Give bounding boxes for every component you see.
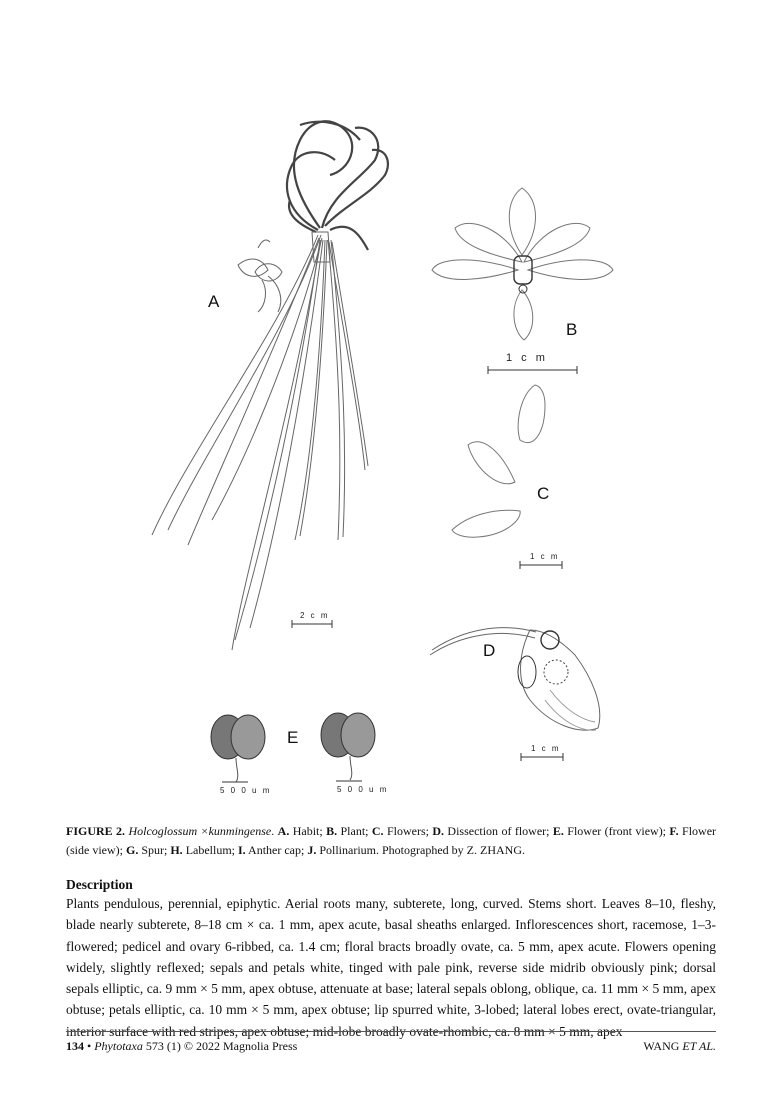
footer-right bbox=[643, 1039, 716, 1054]
scale-bar-c bbox=[520, 561, 562, 569]
scale-label-a: 2 c m bbox=[300, 611, 330, 620]
description-paragraph: Plants pendulous, perennial, epiphytic. Aerial roots many, subterete, long, curved. Stems short. Leaves 8–10, fleshy, blade nearly subterete, 8–18 cm × ca. 1 mm, apex acute, basal sheaths enlarged. Inflorescences short, racemose, 1–3-flowered; pedicel and ovary 6-ribbed, ca. 1.4 cm; floral bracts broadly ovate, ca. 5 mm, apex acute. Flowers opening widely, slightly reflexed; sepals and petals white, tinged with pale pink, reverse side midrib obviously pink; dorsal sepals elliptic, ca. 9 mm × 5 mm, apex obtuse, attenuate at base; lateral sepals oblong, oblique, ca. 11 mm × 5 mm, apex obtuse; petals elliptic, ca. 10 mm × 5 mm, apex obtuse; lip spurred white, 3-lobed; lateral lobes erect, ovate-triangular, interior surface with red stripes, apex obtuse; mid-lobe broadly ovate-rhombic, ca. 8 mm × 5 mm, apex bbox=[66, 896, 716, 1039]
caption-key-e: E. bbox=[552, 824, 564, 838]
caption-text-j: Pollinarium. Photographed by Z. ZHANG. bbox=[316, 843, 525, 857]
caption-text-a: Habit; bbox=[289, 824, 327, 838]
leaves-drawing bbox=[152, 235, 368, 650]
aerial-roots-drawing bbox=[287, 121, 388, 250]
caption-label: FIGURE 2. bbox=[66, 824, 126, 838]
panel-letter-e: E bbox=[287, 728, 299, 747]
caption-text-b: Plant; bbox=[337, 824, 372, 838]
scale-label-e-right: 5 0 0 u m bbox=[337, 785, 389, 794]
running-authors: WANG bbox=[643, 1039, 680, 1053]
scale-bar-d bbox=[521, 753, 563, 761]
caption-text-e: Flower (front view); bbox=[563, 824, 670, 838]
scale-label-e-left: 5 0 0 u m bbox=[220, 786, 272, 795]
caption-key-f: F. bbox=[669, 824, 679, 838]
running-et-al: ET AL. bbox=[682, 1039, 716, 1053]
caption-key-g: G. bbox=[125, 843, 139, 857]
page-footer bbox=[66, 1039, 716, 1054]
scale-label-c: 1 c m bbox=[530, 552, 560, 561]
scale-label-d: 1 c m bbox=[531, 744, 561, 753]
journal-name: Phytotaxa bbox=[94, 1039, 143, 1053]
caption-text-h: Labellum; bbox=[182, 843, 239, 857]
caption-key-d: D. bbox=[432, 824, 445, 838]
footer-left bbox=[66, 1039, 297, 1054]
figure-caption: FIGURE 2. Holcoglossum ×kunmingense. A. Habit; B. Plant; C. Flowers; D. Dissection of flower; E. Flower (front view); F. Flower (side view); G. Spur; H. Labellum; I. Anther cap; J. Pollinarium. Photographed by Z. ZHANG. bbox=[66, 824, 717, 857]
panel-letter-a: A bbox=[208, 292, 220, 311]
page-number: 134 bbox=[66, 1039, 84, 1053]
caption-key-j: J. bbox=[307, 843, 317, 857]
caption-key-h: H. bbox=[170, 843, 183, 857]
footer-rule bbox=[66, 1031, 716, 1032]
pollinarium-left-drawing bbox=[211, 715, 265, 782]
caption-key-a: A. bbox=[277, 824, 290, 838]
caption-text-f: Flower (side view); bbox=[66, 824, 717, 857]
panel-letter-d: D bbox=[483, 641, 496, 660]
inflorescence-drawing bbox=[238, 240, 282, 312]
panel-letter-b: B bbox=[566, 320, 578, 339]
caption-key-i: I. bbox=[238, 843, 246, 857]
flower-dissection-drawing bbox=[430, 628, 600, 731]
caption-key-c: C. bbox=[371, 824, 384, 838]
scale-bar-b bbox=[488, 366, 577, 374]
caption-text-c: Flowers; bbox=[383, 824, 433, 838]
perianth-parts-drawing bbox=[452, 385, 545, 537]
flower-front-drawing bbox=[432, 188, 613, 340]
scale-bar-a bbox=[292, 620, 332, 628]
caption-text-i: Anther cap; bbox=[245, 843, 308, 857]
journal-volume: 573 (1) © 2022 Magnolia Press bbox=[145, 1039, 298, 1053]
panel-letter-c: C bbox=[537, 484, 550, 503]
footer-bullet: • bbox=[87, 1039, 92, 1053]
scale-label-b: 1 c m bbox=[506, 352, 548, 364]
pollinarium-right-drawing bbox=[321, 713, 375, 780]
caption-key-b: B. bbox=[326, 824, 338, 838]
caption-text-d: Dissection of flower; bbox=[444, 824, 553, 838]
caption-taxon: Holcoglossum ×kunmingense bbox=[128, 824, 272, 838]
section-heading: Description bbox=[66, 877, 133, 892]
caption-text-g: Spur; bbox=[138, 843, 171, 857]
